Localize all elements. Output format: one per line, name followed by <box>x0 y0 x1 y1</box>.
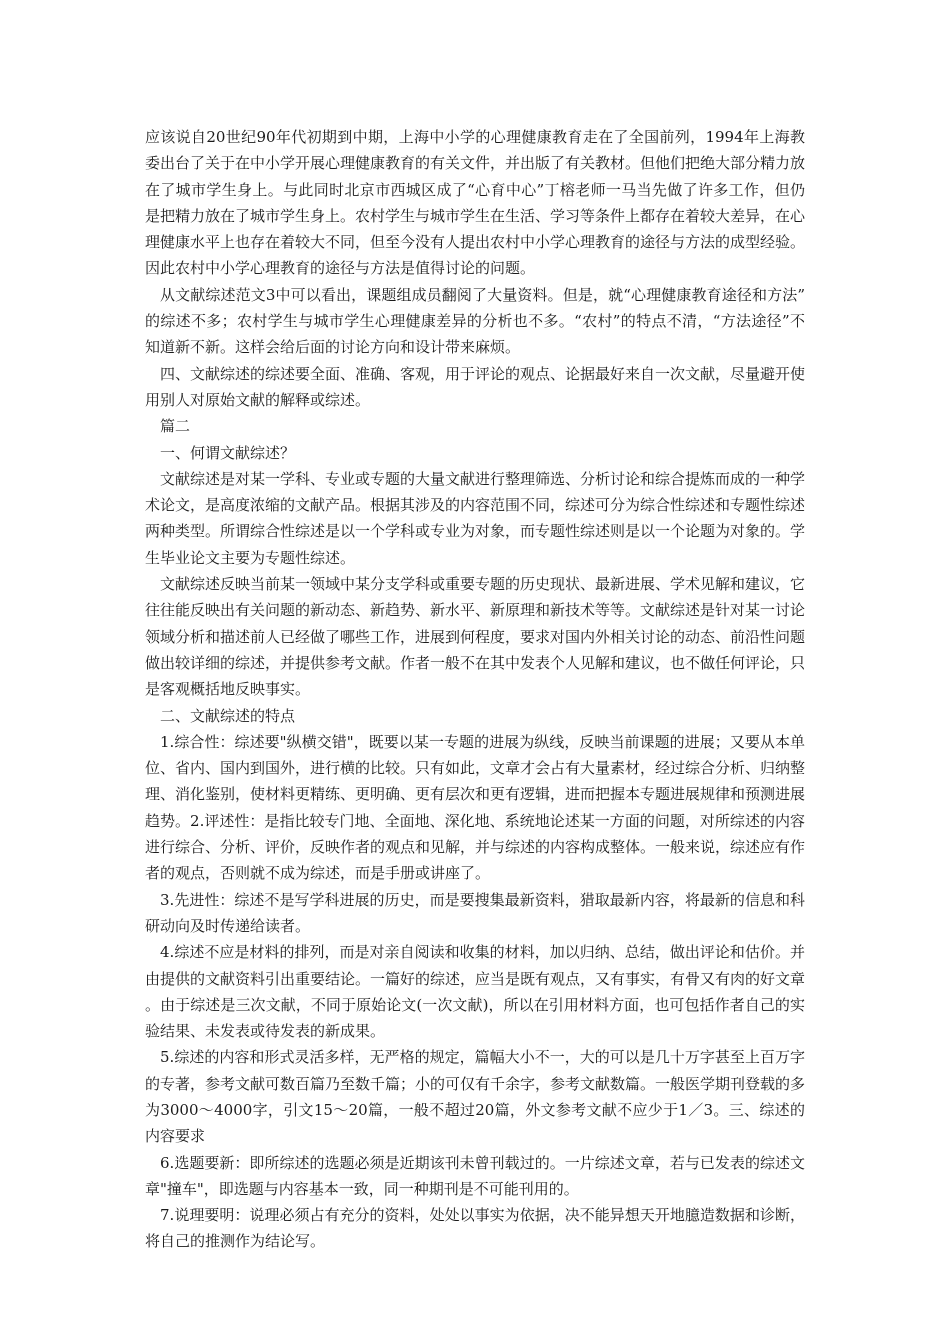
list-item-comprehensive: 1.综合性：综述要"纵横交错"，既要以某一专题的进展为纵线，反映当前课题的进展；又要从本单位、省内、国内到国外，进行横的比较。只有如此，文章才会占有大量素材，经过综合分析、归纳整理、消化鉴别，使材料更精练、更明确、更有层次和更有逻辑，进而把握本专题进展规律和预测进展趋势。2.评述性：是指比较专门地、全面地、深化地、系统地论述某一方面的问题，对所综述的内容进行综合、分析、评价，反映作者的观点和见解，并与综述的内容构成整体。一般来说，综述应有作者的观点，否则就不成为综述，而是手册或讲座了。 <box>145 732 806 883</box>
list-item-clear-reasoning: 7.说理要明：说理必须占有充分的资料，处处以事实为依据，决不能异想天开地臆造数据和诊断，将自己的推测作为结论写。 <box>145 1206 805 1251</box>
section-heading-what-is-review: 一、何谓文献综述？ <box>160 443 296 462</box>
chapter-heading: 篇二 <box>160 417 191 436</box>
list-item-advanced: 3.先进性：综述不是写学科进展的历史，而是要搜集最新资料，猎取最新内容，将最新的信息和科研动向及时传递给读者。 <box>145 890 805 935</box>
list-item-not-arrangement: 4.综述不应是材料的排列，而是对亲自阅读和收集的材料，加以归纳、总结，做出评论和估价。并由提供的文献资料引出重要结论。一篇好的综述，应当是既有观点，又有事实，有骨又有肉的好文章。由于综述是三次文献，不同于原始论文(一次文献)，所以在引用材料方面，也可包括作者自己的实验结果、未发表或待发表的新成果。 <box>145 943 806 1041</box>
paragraph-definition: 文献综述是对某一学科、专业或专题的大量文献进行整理筛选、分析讨论和综合提炼而成的一种学术论文，是高度浓缩的文献产品。根据其涉及的内容范围不同，综述可分为综合性综述和专题性综述两种类型。所谓综合性综述是以一个学科或专业为对象，而专题性综述则是以一个论题为对象的。学生毕业论文主要为专题性综述。 <box>145 469 806 567</box>
document-body <box>145 124 805 1255</box>
paragraph-section-four: 四、文献综述的综述要全面、准确、客观，用于评论的观点、论据最好来自一次文献，尽量避开使用别人对原始文献的解释或综述。 <box>145 364 806 409</box>
list-item-new-topic: 6.选题要新：即所综述的选题必须是近期该刊未曾刊载过的。一片综述文章，若与已发表的综述文章"撞车"，即选题与内容基本一致，同一种期刊是不可能刊用的。 <box>145 1153 805 1198</box>
list-item-flexible-form: 5.综述的内容和形式灵活多样，无严格的规定，篇幅大小不一，大的可以是几十万字甚至上百万字的专著，参考文献可数百篇乃至数千篇；小的可仅有千余字，参考文献数篇。一般医学期刊登载的多为3000～4000字，引文15～20篇，一般不超过20篇，外文参考文献不应少于1／3。三、综述的内容要求 <box>145 1048 806 1146</box>
paragraph-analysis: 从文献综述范文3中可以看出，课题组成员翻阅了大量资料。但是，就“心理健康教育途径和方法”的综述不多；农村学生与城市学生心理健康差异的分析也不多。“农村”的特点不清，“方法途径”不知道新不新。这样会给后面的讨论方向和设计带来麻烦。 <box>145 285 805 357</box>
paragraph-intro: 应该说自20世纪90年代初期到中期，上海中小学的心理健康教育走在了全国前列，1994年上海教委出台了关于在中小学开展心理健康教育的有关文件，并出版了有关教材。但他们把绝大部分精力放在了城市学生身上。与此同时北京市西城区成了“心育中心”丁榕老师一马当先做了许多工作，但仍是把精力放在了城市学生身上。农村学生与城市学生在生活、学习等条件上都存在着较大差异，在心理健康水平上也存在着较大不同，但至今没有人提出农村中小学心理教育的途径与方法的成型经验。因此农村中小学心理教育的途径与方法是值得讨论的问题。 <box>145 128 806 278</box>
section-heading-features: 二、文献综述的特点 <box>160 706 296 725</box>
paragraph-purpose: 文献综述反映当前某一领域中某分支学科或重要专题的历史现状、最新进展、学术见解和建议，它往往能反映出有关问题的新动态、新趋势、新水平、新原理和新技术等等。文献综述是针对某一讨论领域分析和描述前人已经做了哪些工作，进展到何程度，要求对国内外相关讨论的动态、前沿性问题做出较详细的综述，并提供参考文献。作者一般不在其中发表个人见解和建议，也不做任何评论，只是客观概括地反映事实。 <box>145 575 806 699</box>
